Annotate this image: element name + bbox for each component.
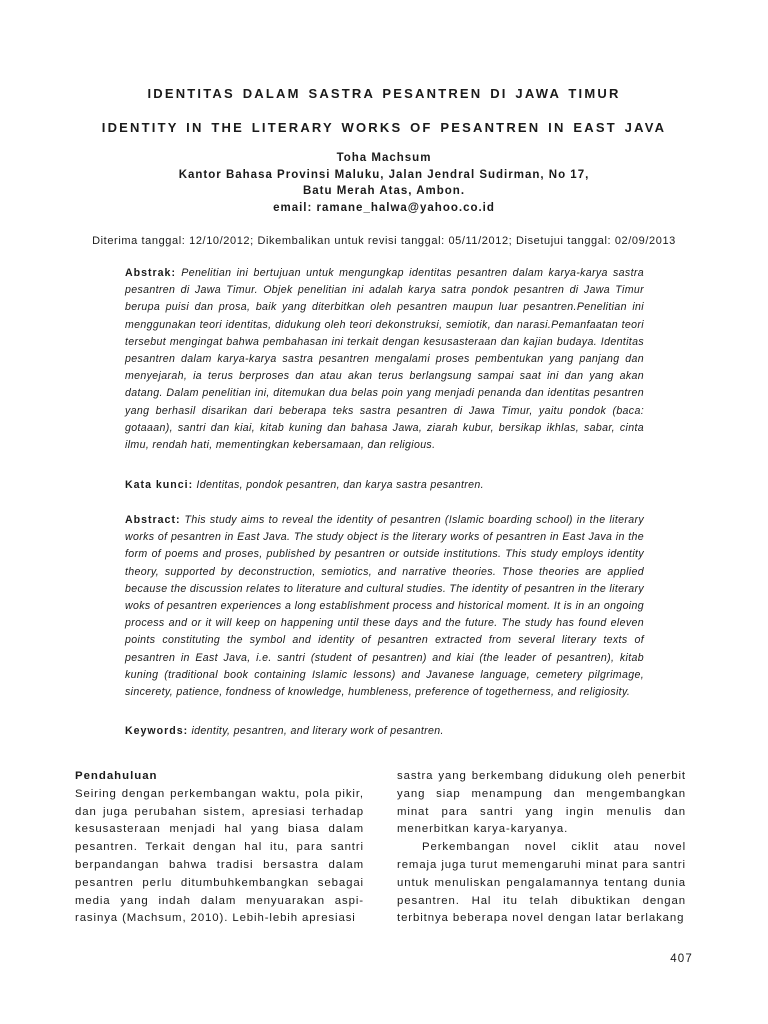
abstrak-label: Abstrak: [125, 267, 176, 279]
abstract-indonesian [125, 265, 644, 454]
body-paragraph: sastra yang berkembang didukung oleh penerbit yang siap menampung dan mengembangkan minat para santri yang ingin menulis dan menerbitkan karya-karyanya. [397, 770, 686, 836]
paper-title-english: IDENTITY IN THE LITERARY WORKS OF PESANTREN IN EAST JAVA [101, 120, 667, 135]
keywords-text: identity, pesantren, and literary work of pesantren. [191, 725, 444, 737]
submission-dates: Diterima tanggal: 12/10/2012; Dikembalikan untuk revisi tanggal: 05/11/2012; Disetujui tanggal: 02/09/2013 [92, 235, 676, 247]
abstract-label: Abstract: [125, 514, 181, 526]
abstrak-text: Penelitian ini bertujuan untuk mengungkap identitas pesantren dalam karya-karya sastra pesantren di Jawa Timur. Objek penelitian ini adalah karya satra pondok pesantren di Jawa Timur berupa puisi dan prosa, baik yang diterbitkan oleh pesantren maupun luar pesantren.Penelitian ini menggunakan teori identitas, didukung oleh teori dekonstruksi, semiotik, dan narasi.Pemanfaatan teori tersebut mengingat bahwa pembahasan ini terkait dengan kesusasteraan dan kajian budaya. Identitas pesantren dalam karya-karya sastra pesantren mengalami proses pembentukan yang panjang dan menyejarah, ia terus berproses dan atau akan terus berlangsung sampai saat ini dan yang akan datang. Dalam penelitian ini, ditemukan dua belas poin yang menjadi penanda dan identitas pesantren yang berhasil disarikan dari beberapa teks sastra pesantren di Jawa Timur, yaitu pondok (baca: gotaaan), santri dan kiai, kitab kuning dan bahasa Jawa, ziarah kubur, bersikap ikhlas, sabar, cinta ilmu, rendah hati, mementingkan kebersamaan, dan religious. [125, 267, 644, 452]
kata-kunci-text: Identitas, pondok pesantren, dan karya sastra pesantren. [196, 479, 484, 491]
keywords-english [125, 723, 644, 740]
body-column-right [397, 768, 686, 928]
author-email: email: ramane_halwa@yahoo.co.id [273, 201, 495, 214]
author-affiliation-line2: Batu Merah Atas, Ambon. [302, 185, 466, 197]
page-number: 407 [670, 953, 693, 965]
body-paragraph: Seiring dengan perkembangan waktu, pola pikir, dan juga perubahan sistem, apresiasi terhadap kesusasteraan menjadi hal yang biasa dalam pesantren. Terkait dengan hal itu, para santri berpandangan bahwa tradisi bersastra dalam pesantren perlu ditumbuhkembangkan sebagai media yang indah dalam menyuarakan aspi-rasinya (Machsum, 2010). Lebih-lebih apresiasi [75, 787, 364, 925]
author-name: Toha Machsum [336, 152, 432, 164]
keywords-label: Keywords: [125, 725, 189, 737]
author-block [0, 150, 768, 216]
abstract-text: This study aims to reveal the identity of pesantren (Islamic boarding school) in the literary works of pesantren in East Java. The study object is the literary works of pesantren in East Java in the form of poems and proses, published by pesantren or outside institutions. This study employs identity theory, supported by deconstruction, semiotics, and narrative theories. Those theories are applied because the discussion relates to literature and cultural studies. The identity of pesantren in the literary woks of pesantren experiences a long establishment process and historical moment. It is in an ongoing process and or it will keep on happening until these days and the future. The study has found eleven points constituting the symbol and identity of pesantren extracted from several literary texts of pesantren in East Java, i.e. santri (student of pesantren) and kiai (the leader of pesantren), kitab kuning (traditional book containing Islamic lessons) and Javanese language, cemetery pilgrimage, sincerety, patience, fondness of knowledge, humbleness, preference of togetherness, and religiosity. [125, 514, 644, 699]
paper-title-indonesian: IDENTITAS DALAM SASTRA PESANTREN DI JAWA TIMUR [147, 86, 621, 101]
keywords-indonesian [125, 477, 644, 494]
author-affiliation-line1: Kantor Bahasa Provinsi Maluku, Jalan Jendral Sudirman, No 17, [178, 168, 590, 181]
body-paragraph: Perkembangan novel ciklit atau novel remaja juga turut memengaruhi minat para santri untuk menuliskan pengalamannya tentang dunia pesantren. Hal itu telah dibuktikan dengan terbitnya beberapa novel dengan latar berlakang [397, 841, 686, 925]
body-column-left [75, 768, 364, 928]
kata-kunci-label: Kata kunci: [125, 479, 194, 491]
section-heading: Pendahuluan [75, 770, 158, 782]
abstract-english [125, 512, 644, 701]
